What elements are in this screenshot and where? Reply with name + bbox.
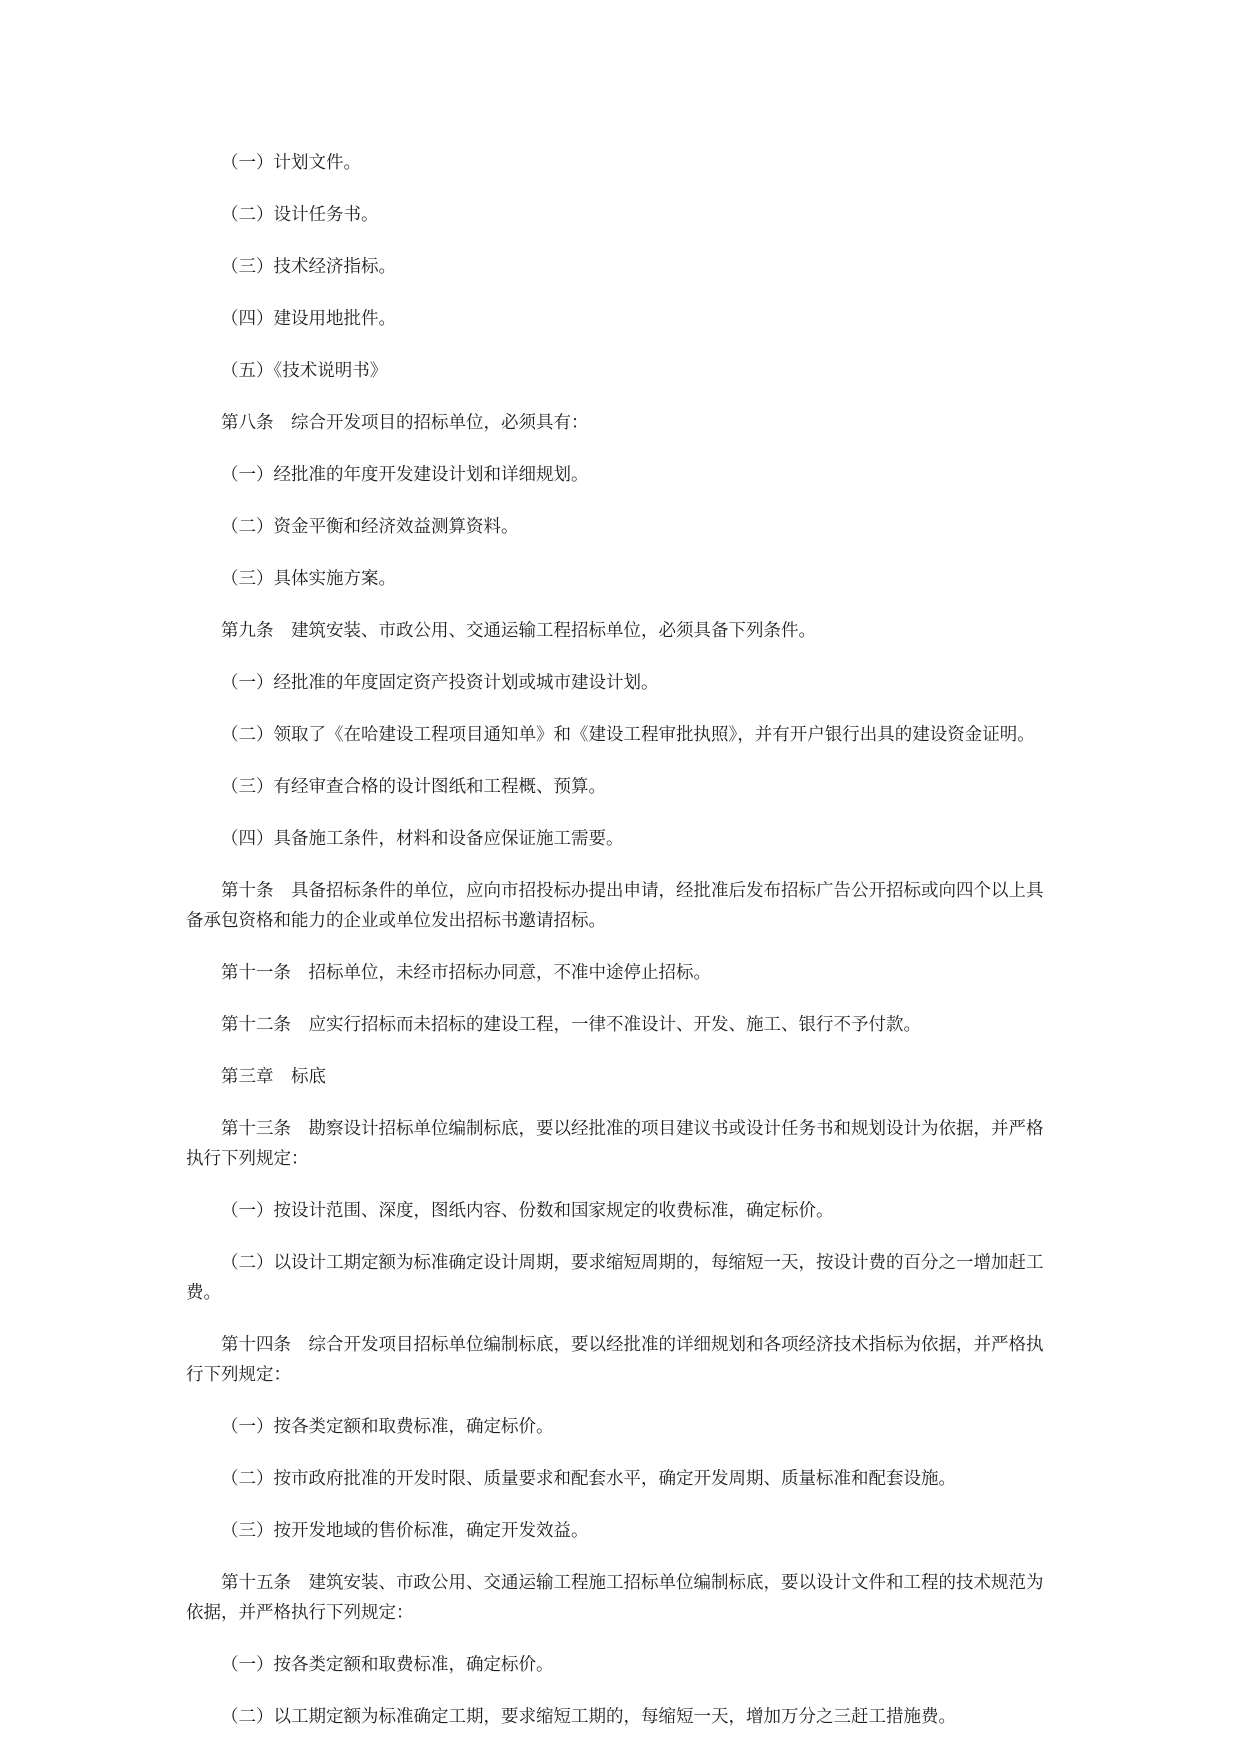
paragraph-5: （五）《技术说明书》 bbox=[221, 361, 388, 381]
paragraph-28: （二）以工期定额为标准确定工期，要求缩短工期的，每缩短一天，增加万分之三赶工措施费。 bbox=[221, 1707, 956, 1727]
paragraph-13: （三）有经审查合格的设计图纸和工程概、预算。 bbox=[221, 777, 606, 797]
paragraph-20: （一）按设计范围、深度，图纸内容、份数和国家规定的收费标准，确定标价。 bbox=[221, 1201, 834, 1221]
paragraph-24: （二）按市政府批准的开发时限、质量要求和配套水平，确定开发周期、质量标准和配套设施。 bbox=[221, 1469, 956, 1489]
article-15: 第十五条 建筑安装、市政公用、交通运输工程施工招标单位编制标底，要以设计文件和工程的技术规范为依据，并严格执行下列规定： bbox=[186, 1573, 1044, 1623]
article-13: 第十三条 勘察设计招标单位编制标底，要以经批准的项目建议书或设计任务书和规划设计为依据，并严格执行下列规定： bbox=[186, 1119, 1044, 1169]
paragraph-7: （一）经批准的年度开发建设计划和详细规划。 bbox=[221, 465, 589, 485]
paragraph-8: （二）资金平衡和经济效益测算资料。 bbox=[221, 517, 519, 537]
paragraph-4: （四）建设用地批件。 bbox=[221, 309, 396, 329]
paragraph-1: （一）计划文件。 bbox=[221, 153, 361, 173]
paragraph-12: （二）领取了《在哈建设工程项目通知单》和《建设工程审批执照》，并有开户银行出具的建设资金证明。 bbox=[221, 725, 1035, 745]
paragraph-27: （一）按各类定额和取费标准，确定标价。 bbox=[221, 1655, 554, 1675]
paragraph-14: （四）具备施工条件，材料和设备应保证施工需要。 bbox=[221, 829, 624, 849]
paragraph-11: （一）经批准的年度固定资产投资计划或城市建设计划。 bbox=[221, 673, 659, 693]
article-10: 第十条 具备招标条件的单位，应向市招投标办提出申请，经批准后发布招标广告公开招标或向四个以上具备承包资格和能力的企业或单位发出招标书邀请招标。 bbox=[186, 881, 1044, 931]
article-11: 第十一条 招标单位，未经市招标办同意，不准中途停止招标。 bbox=[221, 963, 711, 983]
paragraph-21: （二）以设计工期定额为标准确定设计周期，要求缩短周期的，每缩短一天，按设计费的百分之一增加赶工费。 bbox=[186, 1253, 1044, 1303]
article-8-heading: 第八条 综合开发项目的招标单位，必须具有： bbox=[221, 413, 589, 433]
document-body bbox=[186, 148, 1056, 1754]
paragraph-9: （三）具体实施方案。 bbox=[221, 569, 396, 589]
paragraph-25: （三）按开发地域的售价标准，确定开发效益。 bbox=[221, 1521, 589, 1541]
article-14: 第十四条 综合开发项目招标单位编制标底，要以经批准的详细规划和各项经济技术指标为依据，并严格执行下列规定： bbox=[186, 1335, 1044, 1385]
article-12: 第十二条 应实行招标而未招标的建设工程，一律不准设计、开发、施工、银行不予付款。 bbox=[221, 1015, 921, 1035]
paragraph-2: （二）设计任务书。 bbox=[221, 205, 379, 225]
paragraph-23: （一）按各类定额和取费标准，确定标价。 bbox=[221, 1417, 554, 1437]
article-9-heading: 第九条 建筑安装、市政公用、交通运输工程招标单位，必须具备下列条件。 bbox=[221, 621, 816, 641]
chapter-3-heading: 第三章 标底 bbox=[221, 1067, 326, 1087]
paragraph-3: （三）技术经济指标。 bbox=[221, 257, 396, 277]
